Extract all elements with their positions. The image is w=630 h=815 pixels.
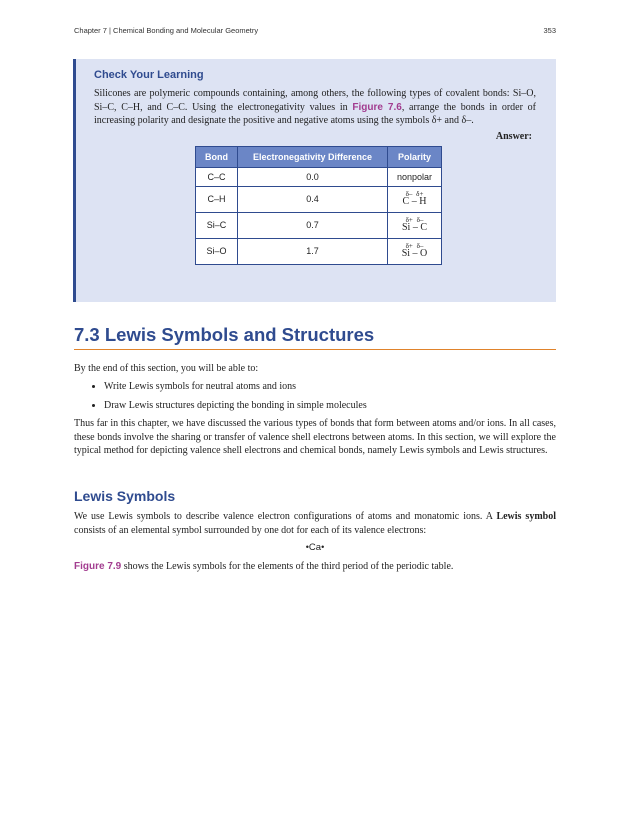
polarity-cell xyxy=(388,238,442,264)
polarity-cell xyxy=(388,186,442,212)
valence-electron-dot: • xyxy=(305,542,309,552)
bond-cell: C–H xyxy=(196,186,238,212)
partial-charge-symbols: δ+ δ– xyxy=(405,216,424,224)
table-row xyxy=(196,238,442,264)
bond-cell: Si–O xyxy=(196,238,238,264)
calcium-lewis-symbol xyxy=(0,542,630,553)
figure-reference-paragraph: Figure 7.9 shows the Lewis symbols for the elements of the third period of the periodic table. xyxy=(74,561,454,572)
figure-7-6-link[interactable]: Figure 7.6 xyxy=(352,101,402,113)
bond-polarity-table xyxy=(195,146,442,265)
header-electronegativity-difference: Electronegativity Difference xyxy=(238,146,388,167)
valence-electron-dot: • xyxy=(321,542,325,552)
polarity-cell xyxy=(388,212,442,238)
section-intro-paragraph: Thus far in this chapter, we have discussed the various types of bonds that form between atoms and/or ions. In all cases, these bonds involve the sharing or transfer of valence shell electrons between atoms. In this section, we will explore the typical method for depicting valence shell electrons and chemical bonds, namely Lewis symbols and Lewis structures. xyxy=(74,418,556,456)
lewis-symbol-term: Lewis symbol xyxy=(496,511,556,522)
table-header-row xyxy=(196,146,442,167)
header-bond: Bond xyxy=(196,146,238,167)
difference-cell: 0.7 xyxy=(238,212,388,238)
bond-atoms: C – H xyxy=(402,196,427,207)
check-your-learning-box xyxy=(73,59,556,302)
table-row xyxy=(196,167,442,186)
bond-atoms: Si – C xyxy=(401,222,427,233)
difference-cell: 0.0 xyxy=(238,167,388,186)
table-row xyxy=(196,186,442,212)
partial-charge-symbols: δ– δ+ xyxy=(405,190,424,198)
bond-atoms: Si – O xyxy=(401,248,428,259)
check-your-learning-title: Check Your Learning xyxy=(94,69,204,81)
header-polarity: Polarity xyxy=(388,146,442,167)
page-number: 353 xyxy=(543,26,556,35)
difference-cell: 1.7 xyxy=(238,238,388,264)
list-item: • Draw Lewis structures depicting the bonding in simple molecules xyxy=(104,399,367,412)
bond-cell: C–C xyxy=(196,167,238,186)
partial-charge-symbols: δ+ δ– xyxy=(405,242,424,250)
bond-cell: Si–C xyxy=(196,212,238,238)
difference-cell: 0.4 xyxy=(238,186,388,212)
running-header xyxy=(74,26,556,35)
subsection-heading: Lewis Symbols xyxy=(74,488,176,504)
table-row xyxy=(196,212,442,238)
figure-7-9-link[interactable]: Figure 7.9 xyxy=(74,561,122,572)
check-your-learning-text: Silicones are polymeric compounds containing, among others, the following types of covalent bonds: Si–O, Si–C, C–H, and C–C. Using the electronegativity values in Figure 7.6, arrange the bonds in order of increasing polarity and designate the positive and negative atoms using the symbols δ+ and δ–. xyxy=(94,88,536,126)
chapter-title: Chapter 7 | Chemical Bonding and Molecular Geometry xyxy=(74,26,259,35)
polarity-cell: nonpolar xyxy=(388,167,442,186)
section-heading: 7.3 Lewis Symbols and Structures xyxy=(74,324,556,350)
lewis-symbols-paragraph: We use Lewis symbols to describe valence electron configurations of atoms and monatomic ions. A Lewis symbol consists of an elemental symbol surrounded by one dot for each of its valence electrons: xyxy=(74,511,556,536)
answer-label: Answer: xyxy=(495,130,532,142)
learning-objectives-intro: By the end of this section, you will be able to: xyxy=(74,363,259,374)
learning-objectives-list xyxy=(92,380,367,418)
list-item: • Write Lewis symbols for neutral atoms and ions xyxy=(104,380,367,393)
element-symbol: Ca xyxy=(308,542,322,553)
